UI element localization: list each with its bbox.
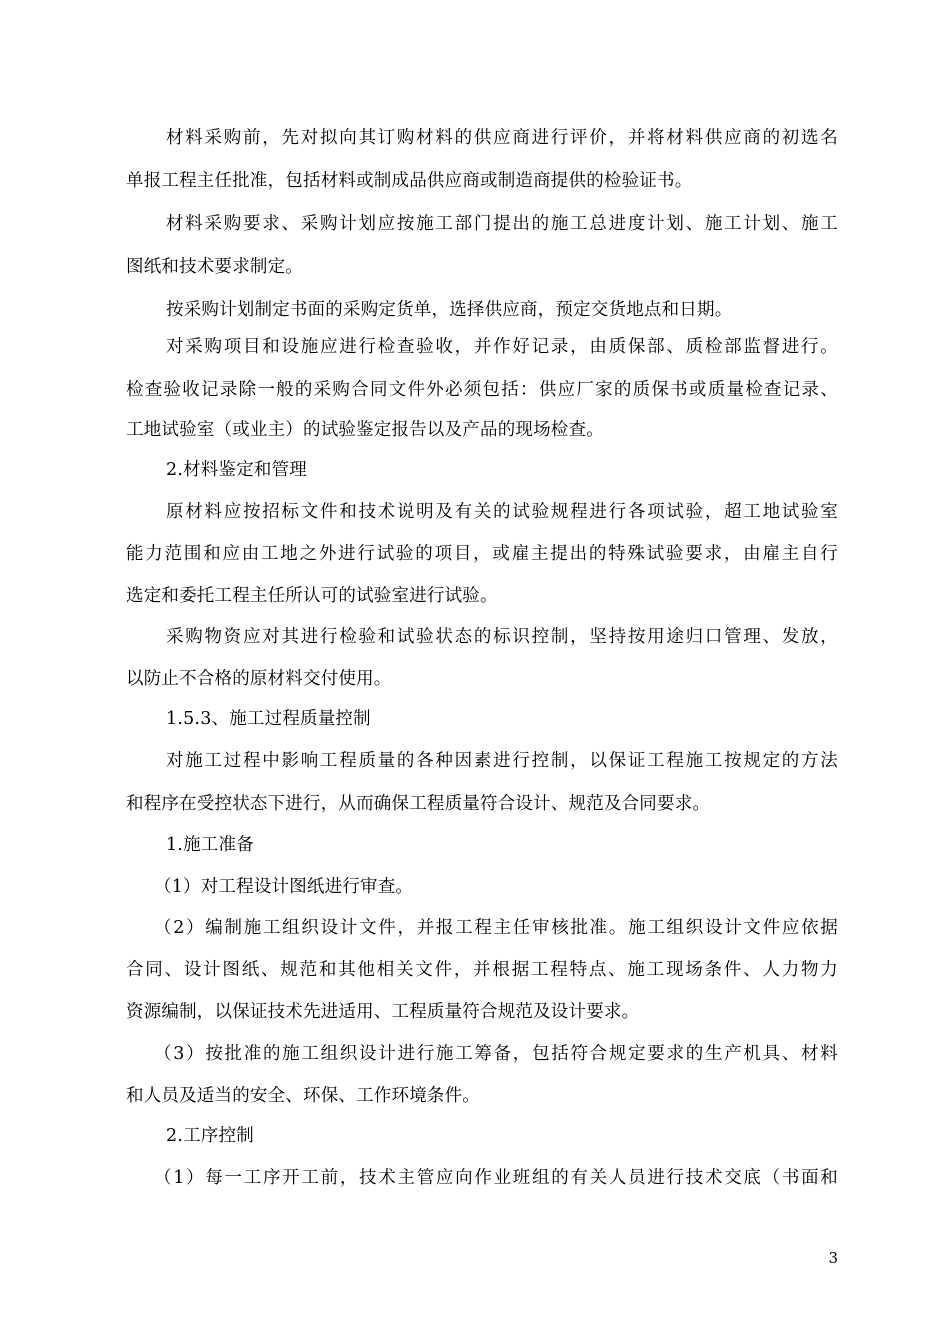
text-line: 单报工程主任批准，包括材料或制成品供应商或制造商提供的检验证书。 — [126, 171, 693, 191]
section-heading: 1.5.3、施工过程质量控制 — [166, 709, 371, 729]
text-line: 原材料应按招标文件和技术说明及有关的试验规程进行各项试验，超工地试验室 — [166, 502, 838, 522]
section-heading: 1.施工准备 — [166, 835, 254, 855]
list-item: （1）每一工序开工前，技术主管应向作业班组的有关人员进行技术交底（书面和 — [154, 1168, 838, 1188]
text-line: 图纸和技术要求制定。 — [126, 257, 303, 277]
text-line: 采购物资应对其进行检验和试验状态的标识控制，坚持按用途归口管理、发放， — [166, 627, 838, 647]
text-line: 选定和委托工程主任所认可的试验室进行试验。 — [126, 586, 498, 606]
text-line: 资源编制，以保证技术先进适用、工程质量符合规范及设计要求。 — [126, 1002, 640, 1022]
text-line: 对施工过程中影响工程质量的各种因素进行控制，以保证工程施工按规定的方法 — [166, 751, 838, 771]
section-heading: 2.材料鉴定和管理 — [166, 460, 307, 480]
list-item: （2）编制施工组织设计文件，并报工程主任审核批准。施工组织设计文件应依据 — [154, 918, 838, 938]
text-line: 和人员及适当的安全、环保、工作环境条件。 — [126, 1086, 480, 1106]
text-line: 材料采购前，先对拟向其订购材料的供应商进行评价，并将材料供应商的初选名 — [166, 128, 838, 148]
text-line: 工地试验室（或业主）的试验鉴定报告以及产品的现场检查。 — [126, 420, 604, 440]
text-line: 合同、设计图纸、规范和其他相关文件，并根据工程特点、施工现场条件、人力物力 — [126, 960, 838, 980]
section-heading: 2.工序控制 — [166, 1126, 254, 1146]
text-line: 以防止不合格的原材料交付使用。 — [126, 669, 392, 689]
text-line: 能力范围和应由工地之外进行试验的项目，或雇主提出的特殊试验要求，由雇主自行 — [126, 544, 838, 564]
text-line: 检查验收记录除一般的采购合同文件外必须包括：供应厂家的质保书或质量检查记录、 — [126, 380, 838, 400]
text-line: 按采购计划制定书面的采购定货单，选择供应商，预定交货地点和日期。 — [166, 300, 733, 320]
list-item: （1）对工程设计图纸进行审查。 — [154, 877, 414, 897]
text-line: 材料采购要求、采购计划应按施工部门提出的施工总进度计划、施工计划、施工 — [166, 214, 838, 234]
text-line: 和程序在受控状态下进行，从而确保工程质量符合设计、规范及合同要求。 — [126, 794, 711, 814]
list-item: （3）按批准的施工组织设计进行施工筹备，包括符合规定要求的生产机具、材料 — [154, 1044, 838, 1064]
text-line: 对采购项目和设施应进行检查验收，并作好记录，由质保部、质检部监督进行。 — [166, 337, 838, 357]
page-number: 3 — [828, 1249, 838, 1267]
